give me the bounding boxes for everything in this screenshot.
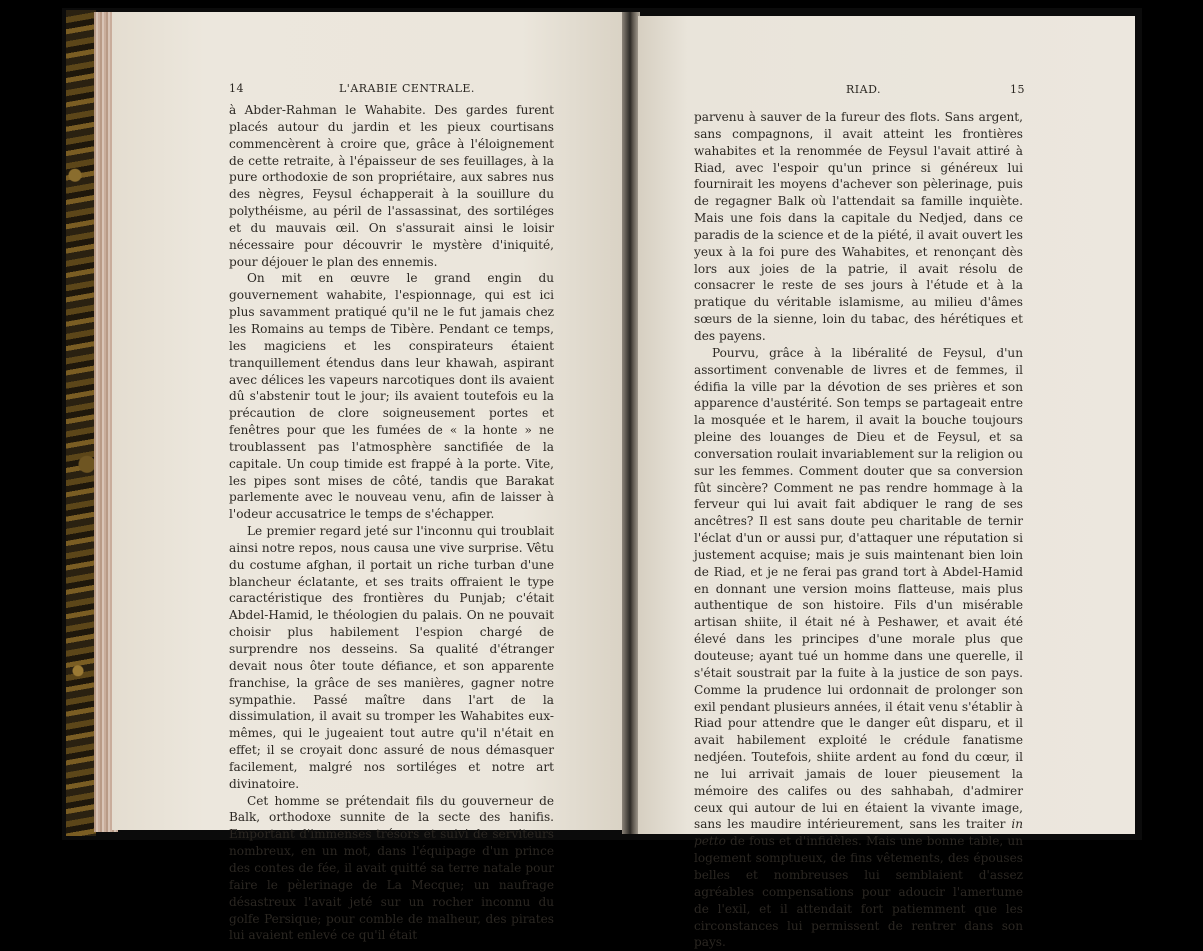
marbled-cover-edge xyxy=(66,10,96,836)
left-page-number: 14 xyxy=(229,82,244,95)
right-page-text xyxy=(694,109,1023,951)
left-page-text xyxy=(229,102,554,944)
paragraph: Le premier regard jeté sur l'inconnu qui troublait ainsi notre repos, nous causa une vive surprise. Vêtu du costume afghan, il portait un riche turban d'une blancheur éclatante, et ses traits offraient le type caractéristique des frontières du Punjab; c'était Abdel-Hamid, le théologien du palais. On ne pouvait choisir plus habilement l'espion chargé de surprendre nos desseins. Sa qualité d'étranger devait nous ôter toute défiance, et son apparente franchise, la grâce de ses manières, gagner notre sympathie. Passé maître dans l'art de la dissimulation, il avait su tromper les Wahabites eux-mêmes, qui le jugeaient tout autre qu'il n'était en effet; il se croyait donc assuré de nous démasquer facilement, malgré nos sortiléges et notre art divinatoire. xyxy=(229,524,554,791)
paragraph-text: Pourvu, grâce à la libéralité de Feysul, d'un assortiment convenable de livres et de femmes, il édifia la ville par la dévotion de ses prières et son apparence d'austérité. Son temps se partageait entre la mosquée et le harem, il avait la bouche toujours pleine des louanges de Dieu et de Feysul, et sa conversation roulait invariablement sur la religion ou sur les femmes. Comment douter que sa conversion fût sincère? Comment ne pas rendre hommage à la ferveur qui lui avait fait abdiquer le rang de ses ancêtres? Il est sans doute peu charitable de ternir l'éclat d'un or aussi pur, d'attaquer une réputation si justement acquise; mais je suis maintenant bien loin de Riad, et je ne ferai pas grand tort à Abdel-Hamid en donnant une version moins flatteuse, mais plus authentique de son histoire. Fils d'un misérable artisan shiite, il était né à Peshawer, et avait été élevé dans les principes d'une morale plus que douteuse; ayant tué un homme dans une querelle, il s'était soustrait par la fuite à la justice de son pays. Comme la prudence lui ordonnait de prolonger son exil pendant plusieurs années, il était venu s'établir à Riad pour attendre que le danger eût disparu, et il avait habilement exploité le crédule fanatisme nedjéen. Toutefois, shiite ardent au fond du cœur, il ne lui arrivait jamais de louer pieusement la mémoire des califes ou des sahhabah, d'admirer ceux qui autour de lui en étaient la vivante image, sans les maudire intérieurement, sans les traiter xyxy=(694,345,1023,832)
left-running-title: L'ARABIE CENTRALE. xyxy=(339,82,475,95)
italic-phrase: in petto xyxy=(694,817,1023,849)
left-page xyxy=(112,12,624,943)
paragraph-text: de fous et d'infidèles. Mais une bonne table, un logement somptueux, de fins vêtements, des épouses belles et nombreuses lui semblaient d'assez agréables compensations pour adoucir l'amertume de l'exil, et il attendait fort patiemment que les circonstances lui permissent de rentrer dans son pays. xyxy=(694,834,1023,950)
right-page-number: 15 xyxy=(1010,83,1025,96)
paragraph: On mit en œuvre le grand engin du gouvernement wahabite, l'espionnage, qui est ici plus savamment pratiqué qu'il ne le fut jamais chez les Romains au temps de Tibère. Pendant ce temps, les magiciens et les conspirateurs étaient tranquillement étendus dans leur khawah, aspirant avec délices les vapeurs narcotiques dont ils avaient dû s'abstenir tout le jour; ils avaient toutefois eu la précaution de clore soigneusement portes et fenêtres pour que les fumées de « la honte » ne troublassent pas l'atmosphère sanctifiée de la capitale. Un coup timide est frappé à la porte. Vite, les pipes sont mises de côté, tandis que Barakat parlemente avec le nouveau venu, afin de laisser à l'odeur accusatrice le temps de s'échapper. xyxy=(229,271,554,522)
paragraph: parvenu à sauver de la fureur des flots. Sans argent, sans compagnons, il avait atteint les frontières wahabites et la renommée de Feysul l'avait attiré à Riad, avec l'espoir qu'un prince si généreux lui fournirait les moyens d'achever son pèlerinage, puis de regagner Balk où l'attendait sa famille inquiète. Mais une fois dans la capitale du Nedjed, dans ce paradis de la science et de la piété, il avait ouvert les yeux à la foi pure des Wahabites, et renonçant dès lors aux joies de la patrie, il avait résolu de consacrer le reste de ses jours à l'étude et à la pratique du véritable islamisme, au milieu d'âmes sœurs de la sienne, loin du tabac, des hérétiques et des payens. xyxy=(694,110,1023,343)
paragraph xyxy=(694,345,1023,951)
right-running-title: RIAD. xyxy=(846,83,881,96)
right-page xyxy=(638,16,1135,950)
paragraph: à Abder-Rahman le Wahabite. Des gardes furent placés autour du jardin et les pieux courtisans commencèrent à croire que, grâce à l'éloignement de cette retraite, à l'épaisseur de ses feuillages, à la pure orthodoxie de son propriétaire, aux sabres nus des nègres, Feysul échapperait à la souillure du polythéisme, au péril de l'assassinat, des sortiléges et du mauvais œil. On s'assurait ainsi le loisir nécessaire pour découvrir le mystère d'iniquité, pour déjouer le plan des ennemis. xyxy=(229,103,554,269)
paragraph: Cet homme se prétendait fils du gouverneur de Balk, orthodoxe sunnite de la secte des hanifis. Emportant d'immenses trésors et suivi de serviteurs nombreux, en un mot, dans l'équipage d'un prince des contes de fée, il avait quitté sa terre natale pour faire le pèlerinage de La Mecque; un naufrage désastreux l'avait jeté sur un rocher inconnu du golfe Persique; pour comble de malheur, des pirates lui avaient enlevé ce qu'il était xyxy=(229,793,554,943)
